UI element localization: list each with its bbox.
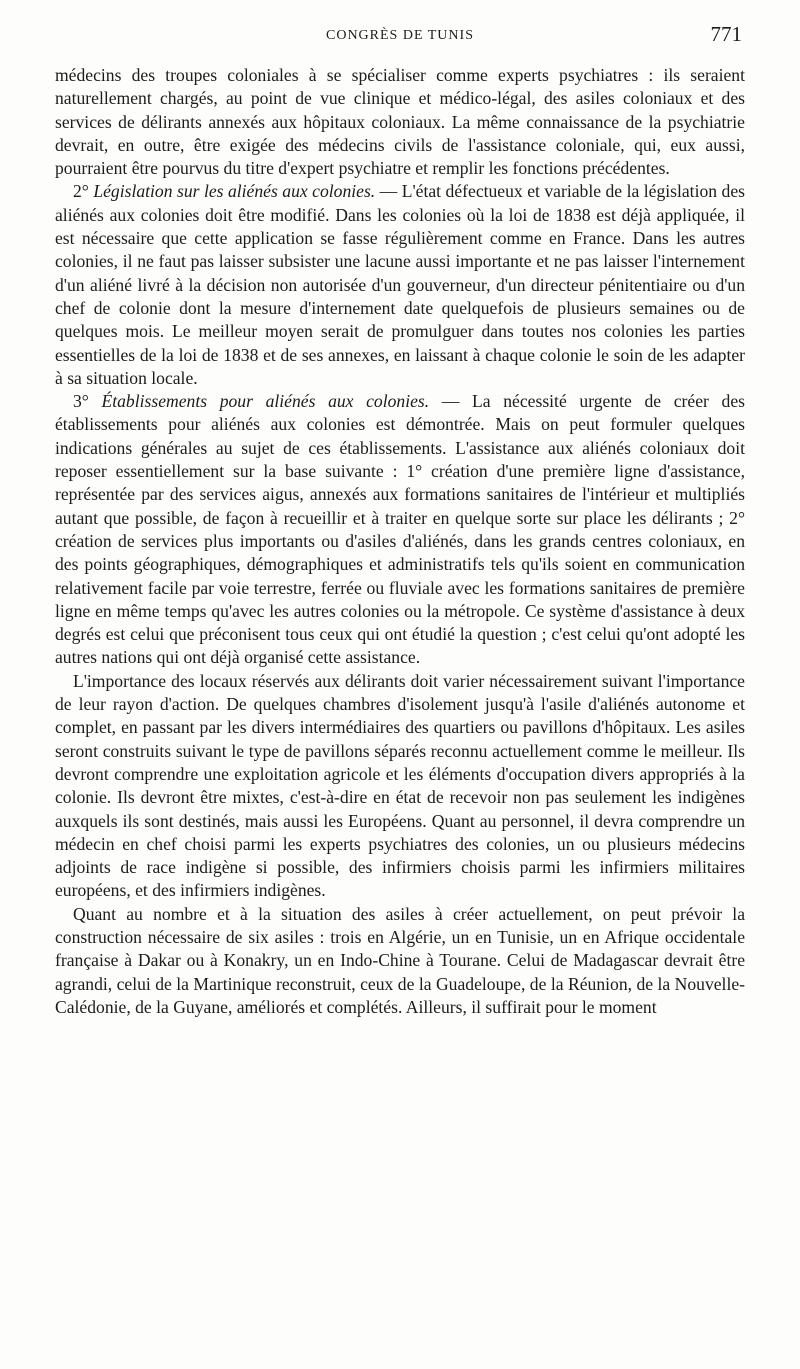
paragraph-3 [55, 390, 745, 670]
paragraph-text: — L'état défectueux et variable de la législation des aliénés aux colonies doit être modifié. Dans les colonies où la loi de 1838 est déjà appliquée, il est nécessaire que cette application se fasse régulièrement comme en France. Dans les autres colonies, il ne faut pas laisser subsister une lacune aussi importante et ne pas laisser l'internement d'un aliéné livré à la décision non autorisée d'un gouverneur, d'un directeur pénitentiaire ou d'un chef de colonie dont la mesure d'internement date quelquefois de plusieurs semaines ou de quelques mois. Le meilleur moyen serait de promulguer dans toutes nos colonies les parties essentielles de la loi de 1838 et de ses annexes, en laissant à chaque colonie le soin de les adapter à sa situation locale. [55, 181, 745, 388]
paragraph-1 [55, 64, 745, 180]
body-text [55, 64, 745, 1019]
running-title: CONGRÈS DE TUNIS [326, 28, 474, 43]
paragraph-5 [55, 903, 745, 1019]
paragraph-text: L'importance des locaux réservés aux délirants doit varier nécessairement suivant l'importance de leur rayon d'action. De quelques chambres d'isolement jusqu'à l'asile d'aliénés autonome et complet, en passant par les divers intermédiaires des quartiers ou pavillons d'hôpitaux. Les asiles seront construits suivant le type de pavillons séparés reconnu actuellement comme le meilleur. Ils devront comprendre une exploitation agricole et les éléments d'occupation divers appropriés à la colonie. Ils devront être mixtes, c'est-à-dire en état de recevoir non pas seulement les indigènes auxquels ils sont destinés, mais aussi les Européens. Quant au personnel, il devra comprendre un médecin en chef choisi parmi les experts psychiatres des colonies, un ou plusieurs médecins adjoints de race indigène si possible, des infirmiers choisis parmi les infirmiers militaires européens, et des infirmiers indigènes. [55, 670, 745, 901]
section-heading: Établissements pour aliénés aux colonies. [101, 391, 430, 412]
paragraph-2 [55, 180, 745, 390]
section-number: 2° [73, 181, 89, 202]
paragraph-text: — La nécessité urgente de créer des établissements pour aliénés aux colonies est démontrée. Mais on peut formuler quelques indications générales au sujet de ces établissements. L'assistance aux aliénés coloniaux doit reposer essentiellement sur la base suivante : 1° création d'une première ligne d'assistance, représentée par des services aigus, annexés aux formations sanitaires de l'intérieur et multipliés autant que possible, de façon à recueillir et à traiter en quelque sorte sur place les délirants ; 2° création de services plus importants ou d'asiles d'aliénés, dans les grands centres coloniaux, en des points géographiques, démographiques et administratifs tels qu'ils soient en communication relativement facile par voie terrestre, ferrée ou fluviale avec les formations sanitaires de première ligne en même temps qu'avec les autres colonies ou la métropole. Ce système d'assistance à deux degrés est celui que préconisent tous ceux qui ont étudié la question ; c'est celui qu'ont adopté les autres nations qui ont déjà organisé cette assistance. [55, 391, 745, 668]
section-number: 3° [73, 391, 89, 412]
paragraph-4 [55, 670, 745, 903]
paragraph-text: Quant au nombre et à la situation des asiles à créer actuellement, on peut prévoir la construction nécessaire de six asiles : trois en Algérie, un en Tunisie, un en Afrique occidentale française à Dakar ou à Konakry, un en Indo-Chine à Tourane. Celui de Madagascar devrait être agrandi, celui de la Martinique reconstruit, ceux de la Guadeloupe, de la Réunion, de la Nouvelle-Calédonie, de la Guyane, améliorés et complétés. Ailleurs, il suffirait pour le moment [55, 903, 745, 1017]
paragraph-text: médecins des troupes coloniales à se spécialiser comme experts psychiatres : ils seraient naturellement chargés, au point de vue clinique et médico-légal, des asiles coloniaux et des services de délirants annexés aux hôpitaux coloniaux. La même connaissance de la psychiatrie devrait, en outre, être exigée des médecins civils de l'assistance coloniale, qui, eux aussi, pourraient être pourvus du titre d'expert psychiatre et remplir les fonctions précédentes. [55, 65, 745, 179]
section-heading: Législation sur les aliénés aux colonies. [93, 181, 376, 202]
running-head [0, 22, 800, 52]
page-number: 771 [710, 22, 742, 46]
